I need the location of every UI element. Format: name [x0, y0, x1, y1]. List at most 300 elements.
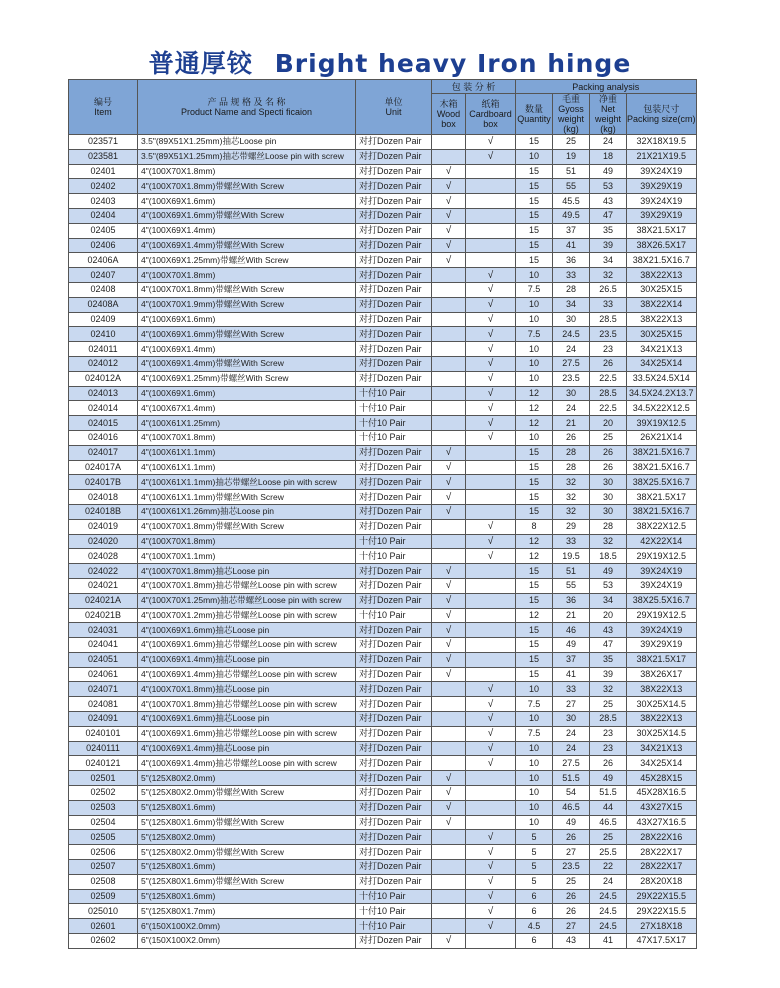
check-mark-icon: √ — [445, 669, 452, 681]
cell-wood-box — [432, 253, 466, 268]
cell-gross-weight: 45.5 — [553, 194, 590, 209]
cell-net-weight: 22.5 — [590, 401, 627, 416]
cell-product-name: 4"(100X67X1.4mm) — [138, 401, 356, 416]
cell-quantity: 4.5 — [516, 919, 553, 934]
table-row — [69, 179, 697, 194]
cell-wood-box — [432, 223, 466, 238]
cell-product-name: 4"(100X61X1.1mm)带螺丝With Screw — [138, 490, 356, 505]
cell-cardboard-box — [466, 741, 516, 756]
cell-packing-size: 39X24X19 — [627, 564, 697, 579]
cell-gross-weight: 55 — [553, 179, 590, 194]
cell-wood-box — [432, 800, 466, 815]
check-mark-icon: √ — [487, 343, 494, 355]
cell-wood-box — [432, 652, 466, 667]
cell-product-name: 4"(100X70X1.8mm)抽芯Loose pin — [138, 682, 356, 697]
cell-net-weight: 23.5 — [590, 327, 627, 342]
cell-packing-size: 34X25X14 — [627, 356, 697, 371]
cell-packing-size: 38X25.5X16.7 — [627, 475, 697, 490]
table-row — [69, 860, 697, 875]
table-row — [69, 149, 697, 164]
cell-cardboard-box — [466, 638, 516, 653]
cell-item: 02403 — [69, 194, 138, 209]
cell-product-name: 4"(100X69X1.4mm)带螺丝With Screw — [138, 356, 356, 371]
cell-wood-box — [432, 623, 466, 638]
table-row — [69, 652, 697, 667]
cell-quantity: 10 — [516, 800, 553, 815]
cell-cardboard-box — [466, 297, 516, 312]
table-row — [69, 356, 697, 371]
cell-packing-size: 29X19X12.5 — [627, 549, 697, 564]
cell-item: 024014 — [69, 401, 138, 416]
cell-net-weight: 34 — [590, 253, 627, 268]
table-row — [69, 268, 697, 283]
check-mark-icon: √ — [445, 506, 452, 518]
table-row — [69, 208, 697, 223]
cell-unit: 对打Dozen Pair — [356, 312, 432, 327]
cell-net-weight: 25 — [590, 697, 627, 712]
cell-product-name: 6"(150X100X2.0mm) — [138, 919, 356, 934]
cell-unit: 对打Dozen Pair — [356, 371, 432, 386]
cell-gross-weight: 27 — [553, 845, 590, 860]
cell-unit: 对打Dozen Pair — [356, 667, 432, 682]
check-mark-icon: √ — [487, 373, 494, 385]
check-mark-icon: √ — [487, 831, 494, 843]
check-mark-icon: √ — [445, 447, 452, 459]
cell-packing-size: 39X29X19 — [627, 638, 697, 653]
cell-quantity: 15 — [516, 504, 553, 519]
table-row — [69, 416, 697, 431]
cell-product-name: 4"(100X61X1.1mm) — [138, 445, 356, 460]
cell-net-weight: 20 — [590, 608, 627, 623]
cell-product-name: 4"(100X70X1.8mm) — [138, 268, 356, 283]
header-nw-en2: weight — [594, 114, 621, 124]
cell-wood-box — [432, 815, 466, 830]
cell-packing-size: 34X21X13 — [627, 342, 697, 357]
header-size-cn: 包装尺寸 — [643, 104, 680, 114]
table-row — [69, 786, 697, 801]
cell-wood-box — [432, 312, 466, 327]
header-name-cn: 产 品 规 格 及 名 称 — [207, 97, 286, 107]
cell-quantity: 10 — [516, 371, 553, 386]
cell-quantity: 15 — [516, 564, 553, 579]
cell-gross-weight: 27 — [553, 919, 590, 934]
check-mark-icon: √ — [487, 743, 494, 755]
table-row — [69, 430, 697, 445]
cell-wood-box — [432, 756, 466, 771]
cell-item: 024021A — [69, 593, 138, 608]
cell-packing-size: 38X22X13 — [627, 268, 697, 283]
cell-item: 024051 — [69, 652, 138, 667]
cell-gross-weight: 51 — [553, 564, 590, 579]
check-mark-icon: √ — [487, 757, 494, 769]
cell-item: 024022 — [69, 564, 138, 579]
cell-wood-box — [432, 874, 466, 889]
header-size-en: Packing size(cm) — [627, 114, 696, 124]
header-wood-box — [432, 94, 466, 135]
check-mark-icon: √ — [445, 239, 452, 251]
cell-item: 02409 — [69, 312, 138, 327]
cell-net-weight: 49 — [590, 771, 627, 786]
table-row — [69, 164, 697, 179]
cell-unit: 对打Dozen Pair — [356, 327, 432, 342]
cell-product-name: 4"(100X70X1.8mm)带螺丝With Screw — [138, 282, 356, 297]
cell-cardboard-box — [466, 815, 516, 830]
check-mark-icon: √ — [445, 210, 452, 222]
cell-wood-box — [432, 401, 466, 416]
cell-unit: 对打Dozen Pair — [356, 756, 432, 771]
cell-packing-size: 38X21.5X16.7 — [627, 504, 697, 519]
check-mark-icon: √ — [445, 817, 452, 829]
cell-cardboard-box — [466, 149, 516, 164]
cell-net-weight: 20 — [590, 416, 627, 431]
cell-product-name: 4"(100X69X1.4mm) — [138, 223, 356, 238]
header-item-cn: 编号 — [93, 97, 112, 107]
cell-packing-size: 38X22X13 — [627, 312, 697, 327]
cell-quantity: 10 — [516, 756, 553, 771]
cell-item: 02406A — [69, 253, 138, 268]
cell-wood-box — [432, 416, 466, 431]
cell-quantity: 15 — [516, 445, 553, 460]
cell-gross-weight: 41 — [553, 667, 590, 682]
cell-cardboard-box — [466, 445, 516, 460]
cell-cardboard-box — [466, 179, 516, 194]
header-card-en2: box — [483, 119, 498, 129]
cell-quantity: 15 — [516, 475, 553, 490]
cell-product-name: 4"(100X69X1.6mm)抽芯Loose pin — [138, 712, 356, 727]
cell-item: 024081 — [69, 697, 138, 712]
cell-gross-weight: 25 — [553, 135, 590, 150]
header-wood-cn: 木箱 — [439, 99, 458, 109]
cell-unit: 对打Dozen Pair — [356, 194, 432, 209]
cell-unit: 十付10 Pair — [356, 386, 432, 401]
cell-product-name: 4"(100X70X1.8mm) — [138, 534, 356, 549]
cell-item: 024012 — [69, 356, 138, 371]
cell-packing-size: 34X21X13 — [627, 741, 697, 756]
cell-cardboard-box — [466, 682, 516, 697]
table-row — [69, 697, 697, 712]
cell-net-weight: 25.5 — [590, 845, 627, 860]
cell-quantity: 15 — [516, 578, 553, 593]
table-row — [69, 593, 697, 608]
cell-gross-weight: 24 — [553, 741, 590, 756]
cell-gross-weight: 26 — [553, 830, 590, 845]
cell-net-weight: 25 — [590, 830, 627, 845]
table-header — [69, 80, 697, 135]
cell-unit: 对打Dozen Pair — [356, 771, 432, 786]
cell-cardboard-box — [466, 238, 516, 253]
cell-packing-size: 39X24X19 — [627, 623, 697, 638]
cell-item: 02501 — [69, 771, 138, 786]
cell-gross-weight: 32 — [553, 475, 590, 490]
cell-packing-size: 39X24X19 — [627, 164, 697, 179]
table-row — [69, 342, 697, 357]
cell-item: 02505 — [69, 830, 138, 845]
cell-wood-box — [432, 934, 466, 949]
cell-gross-weight: 41 — [553, 238, 590, 253]
cell-packing-size: 28X22X17 — [627, 845, 697, 860]
table-row — [69, 845, 697, 860]
header-gw-en1: Gyoss — [558, 104, 584, 114]
cell-quantity: 10 — [516, 712, 553, 727]
cell-gross-weight: 27.5 — [553, 356, 590, 371]
cell-item: 02502 — [69, 786, 138, 801]
cell-cardboard-box — [466, 268, 516, 283]
cell-wood-box — [432, 904, 466, 919]
cell-cardboard-box — [466, 593, 516, 608]
cell-unit: 对打Dozen Pair — [356, 149, 432, 164]
cell-item: 02601 — [69, 919, 138, 934]
cell-packing-size: 47X17.5X17 — [627, 934, 697, 949]
cell-product-name: 4"(100X61X1.1mm) — [138, 460, 356, 475]
table-row — [69, 475, 697, 490]
cell-cardboard-box — [466, 356, 516, 371]
cell-quantity: 15 — [516, 179, 553, 194]
header-gw-en3: (kg) — [563, 124, 579, 134]
cell-item: 024021 — [69, 578, 138, 593]
table-row — [69, 253, 697, 268]
table-row — [69, 800, 697, 815]
cell-cardboard-box — [466, 771, 516, 786]
cell-packing-size: 34X25X14 — [627, 756, 697, 771]
header-name-en: Product Name and Specti ficaion — [180, 107, 313, 117]
cell-wood-box — [432, 282, 466, 297]
cell-packing-size: 38X21.5X16.7 — [627, 253, 697, 268]
cell-packing-size: 45X28X15 — [627, 771, 697, 786]
table-row — [69, 889, 697, 904]
cell-item: 024017 — [69, 445, 138, 460]
cell-product-name: 4"(100X69X1.6mm)抽芯带螺丝Loose pin with screw — [138, 726, 356, 741]
cell-unit: 对打Dozen Pair — [356, 208, 432, 223]
cell-quantity: 5 — [516, 860, 553, 875]
cell-wood-box — [432, 638, 466, 653]
cell-quantity: 15 — [516, 223, 553, 238]
check-mark-icon: √ — [487, 402, 494, 414]
check-mark-icon: √ — [445, 935, 452, 947]
cell-gross-weight: 24 — [553, 342, 590, 357]
header-packing-cn: 包 装 分 析 — [432, 80, 516, 94]
cell-unit: 对打Dozen Pair — [356, 297, 432, 312]
check-mark-icon: √ — [445, 580, 452, 592]
cell-product-name: 4"(100X69X1.6mm)抽芯Loose pin — [138, 623, 356, 638]
table-body — [69, 135, 697, 949]
cell-cardboard-box — [466, 208, 516, 223]
table-row — [69, 919, 697, 934]
cell-gross-weight: 28 — [553, 445, 590, 460]
table-row — [69, 460, 697, 475]
check-mark-icon: √ — [487, 846, 494, 858]
cell-item: 024071 — [69, 682, 138, 697]
check-mark-icon: √ — [487, 521, 494, 533]
header-packing-en: Packing analysis — [516, 80, 697, 94]
cell-net-weight: 46.5 — [590, 815, 627, 830]
cell-unit: 对打Dozen Pair — [356, 741, 432, 756]
cell-net-weight: 26 — [590, 756, 627, 771]
table-row — [69, 667, 697, 682]
cell-cardboard-box — [466, 312, 516, 327]
cell-cardboard-box — [466, 194, 516, 209]
cell-packing-size: 27X18X18 — [627, 919, 697, 934]
cell-gross-weight: 34 — [553, 297, 590, 312]
cell-wood-box — [432, 297, 466, 312]
cell-product-name: 4"(100X69X1.6mm)带螺丝With Screw — [138, 327, 356, 342]
cell-wood-box — [432, 697, 466, 712]
header-item — [69, 80, 138, 135]
cell-quantity: 6 — [516, 904, 553, 919]
cell-unit: 对打Dozen Pair — [356, 490, 432, 505]
cell-unit: 对打Dozen Pair — [356, 593, 432, 608]
table-row — [69, 904, 697, 919]
cell-item: 02405 — [69, 223, 138, 238]
cell-unit: 十付10 Pair — [356, 919, 432, 934]
cell-wood-box — [432, 741, 466, 756]
cell-packing-size: 38X26X17 — [627, 667, 697, 682]
cell-packing-size: 30X25X15 — [627, 327, 697, 342]
cell-wood-box — [432, 504, 466, 519]
cell-net-weight: 47 — [590, 638, 627, 653]
cell-quantity: 6 — [516, 934, 553, 949]
cell-item: 024041 — [69, 638, 138, 653]
check-mark-icon: √ — [445, 639, 452, 651]
cell-cardboard-box — [466, 342, 516, 357]
cell-wood-box — [432, 919, 466, 934]
cell-packing-size: 38X22X13 — [627, 682, 697, 697]
cell-unit: 对打Dozen Pair — [356, 238, 432, 253]
cell-wood-box — [432, 430, 466, 445]
cell-unit: 十付10 Pair — [356, 430, 432, 445]
cell-quantity: 5 — [516, 874, 553, 889]
cell-unit: 对打Dozen Pair — [356, 253, 432, 268]
cell-item: 02404 — [69, 208, 138, 223]
cell-net-weight: 28.5 — [590, 386, 627, 401]
cell-packing-size: 28X20X18 — [627, 874, 697, 889]
cell-net-weight: 23 — [590, 741, 627, 756]
cell-net-weight: 32 — [590, 268, 627, 283]
cell-packing-size: 39X24X19 — [627, 194, 697, 209]
cell-product-name: 4"(100X70X1.8mm)抽芯带螺丝Loose pin with screw — [138, 697, 356, 712]
cell-product-name: 4"(100X69X1.6mm) — [138, 386, 356, 401]
cell-item: 02406 — [69, 238, 138, 253]
cell-unit: 对打Dozen Pair — [356, 282, 432, 297]
cell-gross-weight: 21 — [553, 416, 590, 431]
cell-wood-box — [432, 593, 466, 608]
cell-item: 023571 — [69, 135, 138, 150]
cell-product-name: 4"(100X69X1.25mm)带螺丝With Screw — [138, 371, 356, 386]
cell-cardboard-box — [466, 623, 516, 638]
check-mark-icon: √ — [487, 284, 494, 296]
cell-packing-size: 34.5X22X12.5 — [627, 401, 697, 416]
table-row — [69, 623, 697, 638]
cell-cardboard-box — [466, 223, 516, 238]
cell-packing-size: 43X27X16.5 — [627, 815, 697, 830]
cell-gross-weight: 36 — [553, 593, 590, 608]
check-mark-icon: √ — [445, 802, 452, 814]
cell-gross-weight: 51 — [553, 164, 590, 179]
cell-item: 02602 — [69, 934, 138, 949]
table-row — [69, 741, 697, 756]
cell-cardboard-box — [466, 800, 516, 815]
cell-unit: 对打Dozen Pair — [356, 268, 432, 283]
cell-unit: 对打Dozen Pair — [356, 342, 432, 357]
cell-cardboard-box — [466, 697, 516, 712]
cell-unit: 对打Dozen Pair — [356, 726, 432, 741]
check-mark-icon: √ — [445, 254, 452, 266]
cell-quantity: 10 — [516, 741, 553, 756]
cell-unit: 十付10 Pair — [356, 608, 432, 623]
check-mark-icon: √ — [445, 476, 452, 488]
cell-quantity: 15 — [516, 238, 553, 253]
cell-quantity: 5 — [516, 830, 553, 845]
cell-product-name: 4"(100X69X1.25mm)带螺丝With Screw — [138, 253, 356, 268]
cell-quantity: 15 — [516, 460, 553, 475]
cell-packing-size: 39X19X12.5 — [627, 416, 697, 431]
check-mark-icon: √ — [487, 920, 494, 932]
cell-cardboard-box — [466, 490, 516, 505]
header-wood-en2: box — [441, 119, 456, 129]
cell-wood-box — [432, 564, 466, 579]
cell-gross-weight: 26 — [553, 430, 590, 445]
table-row — [69, 238, 697, 253]
cell-item: 0240121 — [69, 756, 138, 771]
cell-item: 024031 — [69, 623, 138, 638]
cell-product-name: 4"(100X69X1.6mm) — [138, 194, 356, 209]
cell-gross-weight: 24 — [553, 726, 590, 741]
cell-unit: 对打Dozen Pair — [356, 623, 432, 638]
cell-unit: 对打Dozen Pair — [356, 460, 432, 475]
cell-quantity: 10 — [516, 297, 553, 312]
cell-quantity: 12 — [516, 608, 553, 623]
header-qty-cn: 数量 — [524, 104, 543, 114]
cell-packing-size: 38X25.5X16.7 — [627, 593, 697, 608]
header-packing-size — [627, 94, 697, 135]
cell-gross-weight: 49 — [553, 815, 590, 830]
cell-net-weight: 24.5 — [590, 904, 627, 919]
cell-net-weight: 47 — [590, 208, 627, 223]
cell-unit: 对打Dozen Pair — [356, 682, 432, 697]
cell-item: 02402 — [69, 179, 138, 194]
cell-product-name: 5"(125X80X2.0mm)带螺丝With Screw — [138, 786, 356, 801]
cell-packing-size: 28X22X16 — [627, 830, 697, 845]
cell-unit: 十付10 Pair — [356, 549, 432, 564]
cell-packing-size: 30X25X14.5 — [627, 726, 697, 741]
check-mark-icon: √ — [487, 328, 494, 340]
cell-gross-weight: 51.5 — [553, 771, 590, 786]
cell-gross-weight: 46.5 — [553, 800, 590, 815]
table-row — [69, 578, 697, 593]
cell-packing-size: 30X25X14.5 — [627, 697, 697, 712]
cell-net-weight: 41 — [590, 934, 627, 949]
cell-product-name: 5"(125X80X2.0mm) — [138, 771, 356, 786]
cell-product-name: 4"(100X70X1.2mm)抽芯带螺丝Loose pin with screw — [138, 608, 356, 623]
cell-product-name: 4"(100X70X1.1mm) — [138, 549, 356, 564]
cell-cardboard-box — [466, 756, 516, 771]
cell-cardboard-box — [466, 549, 516, 564]
cell-unit: 对打Dozen Pair — [356, 815, 432, 830]
cell-quantity: 10 — [516, 682, 553, 697]
cell-quantity: 15 — [516, 253, 553, 268]
cell-wood-box — [432, 830, 466, 845]
check-mark-icon: √ — [487, 891, 494, 903]
cell-packing-size: 38X21.5X17 — [627, 652, 697, 667]
cell-gross-weight: 54 — [553, 786, 590, 801]
cell-item: 024021B — [69, 608, 138, 623]
cell-gross-weight: 49.5 — [553, 208, 590, 223]
cell-unit: 对打Dozen Pair — [356, 786, 432, 801]
cell-gross-weight: 33 — [553, 534, 590, 549]
cell-unit: 对打Dozen Pair — [356, 712, 432, 727]
cell-packing-size: 21X21X19.5 — [627, 149, 697, 164]
cell-product-name: 4"(100X70X1.25mm)抽芯带螺丝Loose pin with screw — [138, 593, 356, 608]
cell-cardboard-box — [466, 845, 516, 860]
